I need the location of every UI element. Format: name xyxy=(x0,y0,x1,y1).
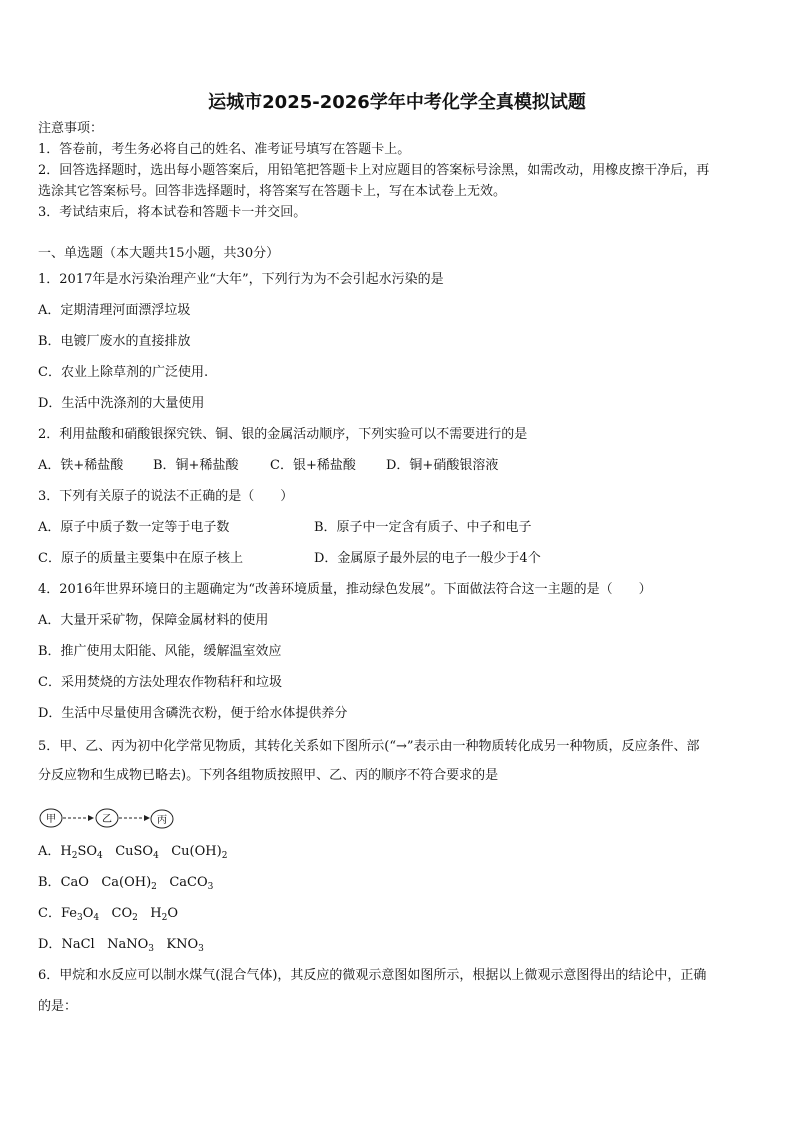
q2-stem: 2．利用盐酸和硝酸银探究铁、铜、银的金属活动顺序，下列实验可以不需要进行的是 xyxy=(38,427,528,442)
diagram-node-yi-label: 乙 xyxy=(102,814,112,825)
q2-option-c: C．银+稀盐酸 xyxy=(270,458,356,473)
q5-option-c: C．$Fe_3O_4$ $CO_2$ $H_2O$ xyxy=(38,906,179,923)
q5-option-d: D．NaCl NaNO$_3$ $KNO_3$ xyxy=(38,937,204,954)
q1-stem: 1．2017年是水污染治理产业“大年”，下列行为为不会引起水污染的是 xyxy=(38,272,444,287)
q3-option-c: C．原子的质量主要集中在原子核上 xyxy=(38,551,243,566)
q2-option-a: A．铁+稀盐酸 xyxy=(38,458,124,473)
notice-item-1: 1．答卷前，考生务必将自己的姓名、准考证号填写在答题卡上。 xyxy=(38,142,411,157)
q3-option-b: B．原子中一定含有质子、中子和电子 xyxy=(314,520,532,535)
section-heading: 一、单选题（本大题共15小题，共30分） xyxy=(38,246,280,261)
q3-option-a: A．原子中质子数一定等于电子数 xyxy=(38,520,230,535)
page-title: 运城市2025-2026学年中考化学全真模拟试题 xyxy=(208,92,586,113)
q1-option-d: D．生活中洗涤剂的大量使用 xyxy=(38,396,205,411)
q4-stem: 4．2016年世界环境日的主题确定为“改善环境质量，推动绿色发展”。下面做法符合这一主题的是（ ） xyxy=(38,582,652,597)
q4-option-b: B．推广使用太阳能、风能，缓解温室效应 xyxy=(38,644,282,659)
q4-option-d: D．生活中尽量使用含磷洗衣粉，便于给水体提供养分 xyxy=(38,706,348,721)
q5-option-b: B．CaO $Ca(OH)_2$ CaCO$_3$ xyxy=(38,875,214,892)
q3-option-d: D．金属原子最外层的电子一般少于4个 xyxy=(314,551,541,566)
notice-item-3: 3．考试结束后，将本试卷和答题卡一并交回。 xyxy=(38,205,307,220)
notice-heading: 注意事项： xyxy=(38,121,104,136)
diagram-node-bing-label: 丙 xyxy=(157,815,167,826)
q2-option-d: D．铜+硝酸银溶液 xyxy=(386,458,499,473)
q5-option-a: A．$H_2SO_4$ CuSO$_4$ $Cu(OH)_2$ xyxy=(38,844,228,861)
q1-option-c: C．农业上除草剂的广泛使用. xyxy=(38,365,209,380)
q6-stem-line-1: 6．甲烷和水反应可以制水煤气(混合气体)，其反应的微观示意图如图所示，根据以上微观示意图得出的结论中，正确 xyxy=(38,968,707,983)
q5-conversion-diagram xyxy=(38,806,178,832)
q2-option-b: B．铜+稀盐酸 xyxy=(153,458,239,473)
q5-stem-line-2: 分反应物和生成物已略去)。下列各组物质按照甲、乙、丙的顺序不符合要求的是 xyxy=(38,768,499,783)
q1-option-b: B．电镀厂废水的直接排放 xyxy=(38,334,191,349)
q6-stem-line-2: 的是： xyxy=(38,999,78,1014)
q1-option-a: A．定期清理河面漂浮垃圾 xyxy=(38,303,191,318)
notice-item-2-line-1: 2．回答选择题时，选出每小题答案后，用铅笔把答题卡上对应题目的答案标号涂黑，如需改动，用橡皮擦干净后，再 xyxy=(38,163,710,178)
diagram-node-jia-label: 甲 xyxy=(46,814,56,825)
q3-stem: 3．下列有关原子的说法不正确的是（ ） xyxy=(38,489,294,504)
q4-option-c: C．采用焚烧的方法处理农作物秸秆和垃圾 xyxy=(38,675,282,690)
q4-option-a: A．大量开采矿物，保障金属材料的使用 xyxy=(38,613,269,628)
notice-item-2-line-2: 选涂其它答案标号。回答非选择题时，将答案写在答题卡上，写在本试卷上无效。 xyxy=(38,184,507,199)
q5-stem-line-1: 5．甲、乙、丙为初中化学常见物质，其转化关系如下图所示(“→”表示由一种物质转化成另一种物质，反应条件、部 xyxy=(38,739,700,754)
